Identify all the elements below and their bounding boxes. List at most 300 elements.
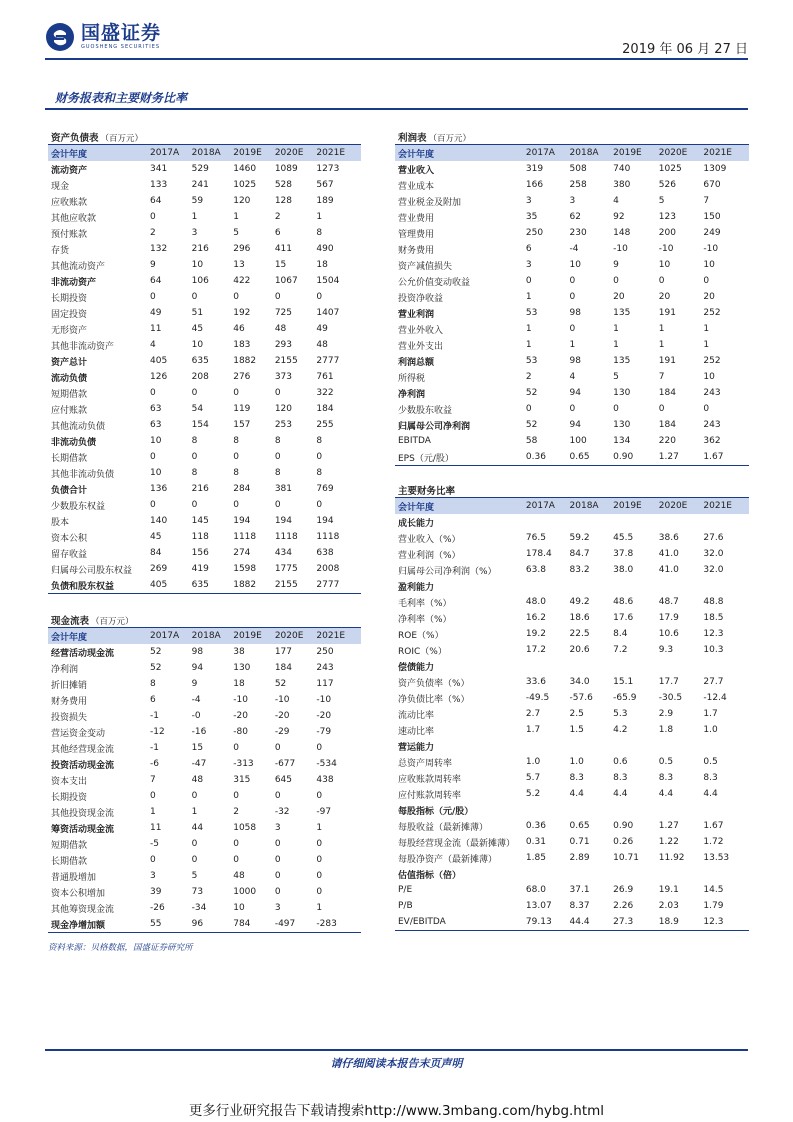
value-cell: 0 (191, 388, 198, 398)
header-label-cell: 会计年度 (398, 502, 435, 513)
value-cell: 150 (703, 212, 721, 222)
header-year-cell: 2019E (613, 501, 642, 511)
value-cell: 0 (191, 292, 198, 302)
value-cell: 1025 (658, 164, 682, 174)
value-cell: 6 (150, 695, 156, 705)
value-cell: 0 (274, 452, 281, 462)
row-label: 归属母公司净利润 (398, 421, 471, 432)
table-row (48, 740, 361, 756)
row-label: 净利润 (51, 664, 79, 675)
value-cell: 83.2 (569, 565, 590, 575)
value-cell: 18 (316, 260, 328, 270)
row-label: 应付账款周转率 (398, 790, 462, 801)
table-header-row (48, 628, 361, 644)
row-label: 净利润 (398, 389, 426, 400)
value-cell: 48 (316, 340, 328, 350)
table-row (395, 738, 749, 754)
value-cell: 0 (703, 404, 710, 414)
value-cell: 15.1 (613, 677, 634, 687)
value-cell: 1.7 (525, 725, 541, 735)
table-row (395, 914, 749, 930)
value-cell: 0 (316, 292, 323, 302)
value-cell: 243 (316, 663, 334, 673)
value-cell: 18 (233, 679, 245, 689)
value-cell: 784 (233, 919, 251, 929)
value-cell: 230 (569, 228, 587, 238)
table-row (48, 177, 361, 193)
row-label: 留存收益 (51, 549, 88, 560)
value-cell: 10 (150, 468, 162, 478)
value-cell: 191 (658, 356, 676, 366)
value-cell: 20 (613, 292, 625, 302)
value-cell: -20 (233, 711, 248, 721)
table-header-row (395, 498, 749, 514)
value-cell: 134 (613, 436, 631, 446)
table-row (395, 305, 749, 321)
table-row (395, 401, 749, 417)
value-cell: 0 (233, 500, 239, 510)
table-row (395, 610, 749, 626)
value-cell: 5 (658, 196, 665, 206)
value-cell: 4 (569, 372, 576, 382)
footer-divider (45, 1049, 748, 1051)
value-cell: 0 (191, 452, 198, 462)
value-cell: 405 (150, 356, 168, 366)
value-cell: 0 (316, 500, 323, 510)
table-row (48, 449, 361, 465)
value-cell: 645 (274, 775, 293, 785)
row-label: 流动资产 (51, 165, 88, 176)
value-cell: 3 (150, 871, 156, 881)
row-label: 预付账款 (51, 229, 88, 240)
value-cell: 48 (233, 871, 245, 881)
value-cell: 5 (613, 372, 619, 382)
value-cell: 1 (613, 324, 619, 334)
value-cell: 16.2 (525, 613, 546, 623)
row-label: 营业利润（%） (398, 550, 461, 561)
header-year-cell: 2021E (316, 631, 346, 641)
value-cell: 9 (191, 679, 198, 689)
table-row (48, 660, 361, 676)
row-label: 负债和股东权益 (51, 581, 115, 592)
row-label: 营运能力 (398, 742, 435, 753)
value-cell: 32.0 (703, 565, 724, 575)
row-label: 每股经营现金流（最新摊薄） (398, 838, 516, 849)
table-row (48, 836, 361, 852)
value-cell: 1.0 (525, 757, 541, 767)
value-cell: 20.6 (569, 645, 590, 655)
row-label: P/B (398, 901, 413, 911)
value-cell: 0 (316, 791, 323, 801)
value-cell: 2.26 (613, 901, 634, 911)
table-row (395, 722, 749, 738)
value-cell: -57.6 (569, 693, 593, 703)
header-year-cell: 2020E (658, 148, 688, 158)
header-year-cell: 2021E (703, 501, 732, 511)
value-cell: 1.0 (703, 725, 718, 735)
value-cell: 220 (658, 436, 676, 446)
table-row (395, 626, 749, 642)
row-label: 速动比率 (398, 726, 435, 737)
row-label: 股本 (51, 517, 70, 528)
table-row (395, 193, 749, 209)
value-cell: 0 (233, 839, 239, 849)
table-row (395, 530, 749, 546)
table-row (48, 193, 361, 209)
row-label: 营业税金及附加 (398, 197, 462, 208)
table-row (48, 788, 361, 804)
value-cell: 243 (703, 420, 721, 430)
value-cell: 1273 (316, 164, 340, 174)
value-cell: 37.8 (613, 549, 634, 559)
value-cell: 10.71 (613, 853, 639, 863)
value-cell: 183 (233, 340, 251, 350)
value-cell: -497 (274, 919, 296, 929)
value-cell: 319 (525, 164, 544, 174)
table-row (48, 497, 361, 513)
value-cell: 58 (525, 436, 538, 446)
header-year-cell: 2019E (613, 148, 642, 158)
value-cell: 10 (703, 260, 715, 270)
value-cell: 0 (658, 276, 665, 286)
value-cell: 7.2 (613, 645, 628, 655)
row-label: 流动负债 (51, 373, 88, 384)
table-row (395, 433, 749, 449)
value-cell: 7 (703, 196, 710, 206)
value-cell: 53 (525, 356, 538, 366)
value-cell: 0 (150, 452, 156, 462)
value-cell: 0 (658, 404, 665, 414)
value-cell: 18.6 (569, 613, 590, 623)
value-cell: 52 (525, 420, 538, 430)
value-cell: 130 (233, 663, 251, 673)
value-cell: -16 (191, 727, 207, 737)
table-row (48, 433, 361, 449)
value-cell: -47 (191, 759, 207, 769)
value-cell: 191 (658, 308, 676, 318)
value-cell: 49.2 (569, 597, 590, 607)
value-cell: 1 (658, 324, 665, 334)
row-label: 营业外收入 (398, 325, 444, 336)
table-row (395, 273, 749, 289)
value-cell: 135 (613, 308, 631, 318)
row-label: 存货 (51, 245, 70, 256)
table-row (395, 225, 749, 241)
value-cell: -10 (658, 244, 674, 254)
value-cell: 2777 (316, 580, 340, 590)
value-cell: 2.9 (658, 709, 674, 719)
value-cell: 0.26 (613, 837, 634, 847)
value-cell: 52 (274, 679, 287, 689)
value-cell: -26 (150, 903, 165, 913)
value-cell: 315 (233, 775, 251, 785)
value-cell: -10 (613, 244, 628, 254)
value-cell: 362 (703, 436, 721, 446)
row-label: 非流动负债 (51, 437, 97, 448)
header-label-cell: 会计年度 (51, 632, 88, 643)
value-cell: 1 (525, 324, 532, 334)
value-cell: 1.22 (658, 837, 679, 847)
header-label-cell: 会计年度 (398, 149, 435, 160)
value-cell: 22.5 (569, 629, 590, 639)
value-cell: 94 (569, 388, 581, 398)
value-cell: 145 (191, 516, 209, 526)
row-label: 偿债能力 (398, 662, 435, 673)
table-row (395, 417, 749, 433)
table-row (395, 754, 749, 770)
value-cell: 45.5 (613, 533, 634, 543)
value-cell: 3 (525, 196, 532, 206)
row-label: 投资损失 (51, 712, 88, 723)
value-cell: 1882 (233, 580, 257, 590)
row-label: 资本支出 (51, 776, 88, 787)
value-cell: 49 (316, 324, 328, 334)
value-cell: 8 (150, 679, 156, 689)
row-label: 应收账款 (51, 197, 88, 208)
value-cell: 44 (191, 823, 204, 833)
value-cell: 769 (316, 484, 334, 494)
value-cell: 1407 (316, 308, 340, 318)
row-label: 短期借款 (51, 389, 88, 400)
value-cell: 10 (191, 260, 204, 270)
row-label: 资产总计 (51, 357, 88, 368)
value-cell: -677 (274, 759, 296, 769)
value-cell: -10 (274, 695, 290, 705)
value-cell: 0 (274, 887, 281, 897)
value-cell: 0 (525, 276, 532, 286)
table-row (48, 257, 361, 273)
value-cell: 638 (316, 548, 334, 558)
value-cell: 98 (569, 308, 581, 318)
balance-sheet-table (48, 130, 361, 594)
value-cell: 0 (274, 855, 281, 865)
table-row (395, 834, 749, 850)
value-cell: 0.90 (613, 821, 634, 831)
value-cell: 216 (191, 244, 209, 254)
value-cell: 123 (658, 212, 676, 222)
table-row (48, 337, 361, 353)
value-cell: 8 (316, 228, 323, 238)
value-cell: 120 (233, 196, 251, 206)
value-cell: 11.92 (658, 853, 685, 863)
value-cell: 411 (274, 244, 293, 254)
table-row (395, 882, 749, 898)
table-row (395, 642, 749, 658)
value-cell: 405 (150, 580, 168, 590)
table-row (48, 273, 361, 289)
value-cell: 0.90 (613, 452, 634, 462)
value-cell: 184 (658, 388, 676, 398)
value-cell: 13.07 (525, 901, 552, 911)
value-cell: 32.0 (703, 549, 724, 559)
table-row (48, 401, 361, 417)
value-cell: 8 (316, 468, 323, 478)
value-cell: 2155 (274, 580, 298, 590)
value-cell: 4 (613, 196, 619, 206)
table-row (48, 305, 361, 321)
table-row (395, 177, 749, 193)
value-cell: 8 (191, 436, 198, 446)
value-cell: 37.1 (569, 885, 590, 895)
value-cell: 64 (150, 196, 162, 206)
value-cell: -12 (150, 727, 165, 737)
value-cell: 373 (274, 372, 293, 382)
value-cell: 284 (233, 484, 251, 494)
value-cell: 17.2 (525, 645, 546, 655)
row-label: 无形资产 (51, 325, 88, 336)
value-cell: 0.71 (569, 837, 590, 847)
value-cell: 48.7 (658, 597, 679, 607)
value-cell: 322 (316, 388, 334, 398)
table-title-text: 现金流表 (51, 616, 90, 627)
value-cell: -4 (569, 244, 579, 254)
table-unit: （百万元） (91, 617, 134, 627)
value-cell: 63 (150, 420, 162, 430)
value-cell: 94 (569, 420, 581, 430)
value-cell: 1 (150, 807, 156, 817)
value-cell: 1 (703, 340, 710, 350)
value-cell: 1775 (274, 564, 298, 574)
table-row (395, 337, 749, 353)
table-row (395, 770, 749, 786)
value-cell: 100 (569, 436, 587, 446)
value-cell: 59 (191, 196, 204, 206)
value-cell: 1.79 (703, 901, 724, 911)
value-cell: 2008 (316, 564, 340, 574)
row-label: 毛利率（%） (398, 598, 452, 609)
value-cell: -32 (274, 807, 290, 817)
value-cell: 1089 (274, 164, 298, 174)
value-cell: 19.2 (525, 629, 546, 639)
table-row (48, 241, 361, 257)
value-cell: 59.2 (569, 533, 590, 543)
value-cell: 12.3 (703, 917, 724, 927)
financial-ratios-table (395, 483, 749, 931)
value-cell: 126 (150, 372, 168, 382)
value-cell: -10 (703, 244, 719, 254)
row-label: 每股净资产（最新摊薄） (398, 854, 498, 865)
row-label: 营运资金变动 (51, 728, 106, 739)
row-label: 总资产周转率 (398, 758, 453, 769)
value-cell: 1118 (233, 532, 257, 542)
value-cell: 1.5 (569, 725, 584, 735)
value-cell: 38.0 (613, 565, 634, 575)
value-cell: 48 (274, 324, 287, 334)
value-cell: 27.3 (613, 917, 634, 927)
row-label: ROE（%） (398, 630, 444, 641)
value-cell: 8 (191, 468, 198, 478)
value-cell: -20 (316, 711, 332, 721)
value-cell: 68.0 (525, 885, 546, 895)
header-year-cell: 2020E (274, 631, 304, 641)
value-cell: 135 (613, 356, 631, 366)
row-label: 公允价值变动收益 (398, 277, 471, 288)
value-cell: 0 (569, 324, 576, 334)
value-cell: 10.3 (703, 645, 724, 655)
value-cell: 1.67 (703, 821, 724, 831)
value-cell: 10 (191, 340, 204, 350)
table-row (48, 161, 361, 177)
value-cell: 2.03 (658, 901, 679, 911)
table-row (48, 481, 361, 497)
table-row (395, 706, 749, 722)
value-cell: 96 (191, 919, 204, 929)
table-bottom-rule (48, 932, 361, 933)
header-year-cell: 2019E (233, 148, 262, 158)
value-cell: 243 (703, 388, 721, 398)
value-cell: 0.31 (525, 837, 546, 847)
table-title (48, 130, 361, 145)
value-cell: 0 (316, 871, 323, 881)
value-cell: 4.4 (613, 789, 628, 799)
table-row (395, 866, 749, 882)
value-cell: -6 (150, 759, 160, 769)
value-cell: 528 (274, 180, 293, 190)
row-label: 现金 (51, 181, 70, 192)
row-label: 财务费用 (51, 696, 88, 707)
row-label: 资本公积 (51, 533, 88, 544)
value-cell: 0 (316, 855, 323, 865)
value-cell: 51 (191, 308, 204, 318)
value-cell: 0 (274, 839, 281, 849)
value-cell: 7 (150, 775, 156, 785)
table-row (48, 772, 361, 788)
value-cell: 2155 (274, 356, 298, 366)
row-label: 营业外支出 (398, 341, 444, 352)
value-cell: 1 (703, 324, 710, 334)
value-cell: 7 (658, 372, 665, 382)
table-row (48, 321, 361, 337)
value-cell: 98 (569, 356, 581, 366)
value-cell: 1.8 (658, 725, 674, 735)
value-cell: 0 (150, 500, 156, 510)
value-cell: 8.3 (703, 773, 718, 783)
value-cell: 670 (703, 180, 721, 190)
value-cell: 0 (233, 452, 239, 462)
value-cell: 1.7 (703, 709, 718, 719)
value-cell: 380 (613, 180, 631, 190)
download-note: 更多行业研究报告下载请搜索http://www.3mbang.com/hybg.html (188, 1103, 605, 1119)
value-cell: 0.5 (658, 757, 674, 767)
value-cell: 2.5 (569, 709, 584, 719)
value-cell: 5 (191, 871, 198, 881)
table-title (48, 613, 361, 628)
value-cell: 15 (191, 743, 204, 753)
row-label: EPS（元/股） (398, 453, 454, 464)
value-cell: 27.6 (703, 533, 724, 543)
value-cell: 63.8 (525, 565, 546, 575)
row-label: EV/EBITDA (398, 917, 446, 927)
disclaimer-note: 请仔细阅读本报告末页声明 (330, 1057, 463, 1070)
value-cell: 52 (150, 647, 162, 657)
table-row (48, 852, 361, 868)
table-row (48, 529, 361, 545)
value-cell: 0 (569, 404, 576, 414)
value-cell: -65.9 (613, 693, 637, 703)
value-cell: 635 (191, 580, 209, 590)
row-label: 所得税 (398, 373, 426, 384)
value-cell: 194 (274, 516, 293, 526)
value-cell: 3 (525, 260, 532, 270)
table-row (395, 241, 749, 257)
value-cell: 0 (274, 292, 281, 302)
table-row (48, 465, 361, 481)
table-row (48, 724, 361, 740)
value-cell: 41.0 (658, 565, 679, 575)
value-cell: 6 (274, 228, 281, 238)
value-cell: 249 (703, 228, 721, 238)
value-cell: 0 (274, 743, 281, 753)
